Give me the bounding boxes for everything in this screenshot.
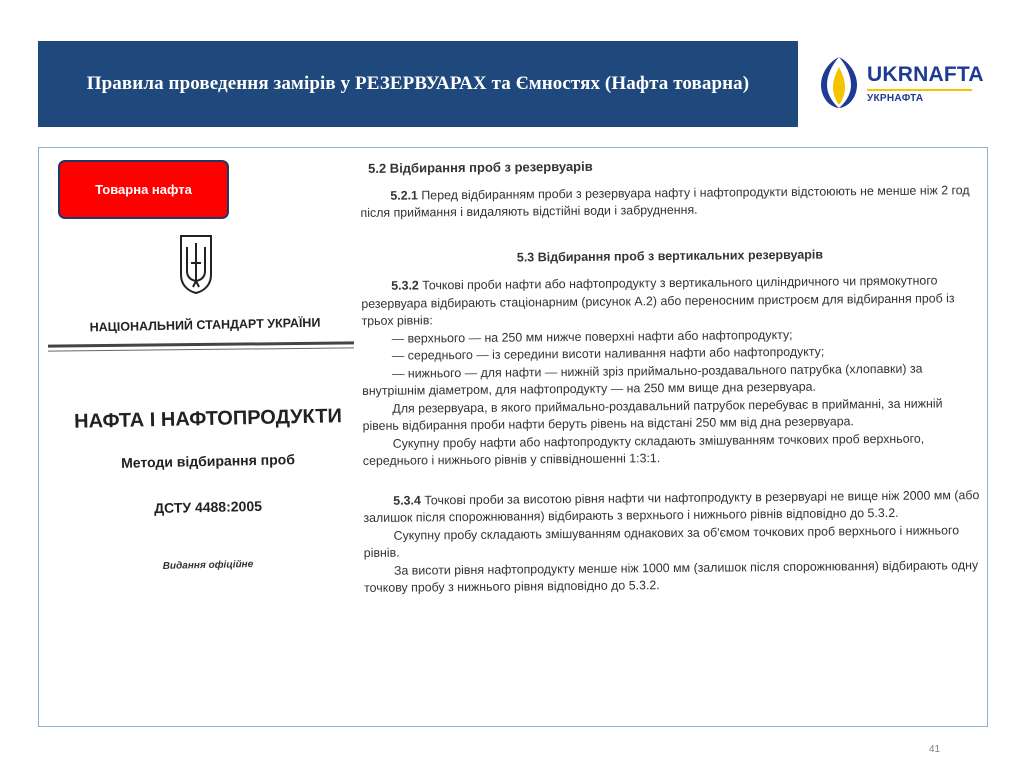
cover-divider	[48, 341, 354, 347]
logo-wordmark: UKRNAFTA	[867, 63, 984, 86]
clause-5-3-4	[363, 487, 981, 528]
standard-edition: Видання офіційне	[162, 559, 254, 572]
clause-5-3-2	[361, 272, 979, 330]
list-item: — верхнього — на 250 мм нижче поверхні нафти або нафтопродукту;	[391, 327, 793, 346]
standard-excerpt	[360, 154, 982, 597]
title-bar	[38, 41, 798, 127]
slide-number: 41	[929, 744, 941, 755]
section-5-3-heading: 5.3 Відбирання проб з вертикальних резервуарів	[516, 247, 824, 264]
standard-title: НАФТА І НАФТОПРОДУКТИ	[73, 405, 343, 433]
commodity-oil-badge: Товарна нафта	[58, 160, 229, 219]
clause-number: 5.3.4	[393, 492, 421, 508]
logo-subtitle: УКРНАФТА	[867, 93, 924, 104]
trident-icon	[178, 233, 214, 295]
ukrnafta-logo	[817, 55, 984, 110]
clause-number: 5.3.2	[391, 278, 419, 293]
slide-title: Правила проведення замірів у РЕЗЕРВУАРАХ та Ємностях (Нафта товарна)	[86, 73, 750, 94]
clause-text: Точкові проби нафти або нафтопродукту з вертикального циліндричного чи прямокутного резервуара відбирають стаціонарним (рисунок А.2) або переносним пристроєм для відбирання проб із трьох рівнів:	[361, 273, 955, 328]
national-standard-label: НАЦІОНАЛЬНИЙ СТАНДАРТ УКРАЇНИ	[89, 315, 321, 335]
clause-paragraph: За висоти рівня нафтопродукту менше ніж 1000 мм (залишок після спорожнювання) відбирають одну точкову пробу з нижнього рівня відповідно до 5.3.2.	[364, 557, 979, 595]
section-5-2-heading: 5.2 Відбирання проб з резервуарів	[368, 158, 593, 176]
clause-number: 5.2.1	[390, 187, 418, 203]
logo-underline	[867, 89, 972, 91]
clause-5-2-1	[360, 182, 978, 223]
clause-text: Точкові проби за висотою рівня нафти чи нафтопродукту в резервуарі не вище ніж 2000 мм (або залишок після спорожнювання) відбирають з верхнього і нижнього рівнів відповідно до 5.3.2.	[363, 487, 980, 525]
clause-paragraph: Сукупну пробу нафти або нафтопродукту складають змішуванням точкових проб верхнього, середнього і нижнього рівнів у співвідношенні 1:3:1.	[362, 431, 925, 468]
clause-paragraph: Сукупну пробу складають змішуванням однакових за об'ємом точкових проб верхнього і нижнього рівнів.	[363, 522, 960, 560]
list-item: — середнього — із середини висоти наливання нафти або нафтопродукту;	[391, 344, 825, 363]
list-item: — нижнього — для нафти — нижній зріз приймально-роздавального патрубка (хлопавки) за внутрішнім діаметром, для нафтопродукту — на 250 мм вище дна резервуара.	[362, 361, 923, 398]
clause-paragraph: Для резервуара, в якого приймально-роздавальний патрубок перебуває в прийманні, за нижній рівень відбирання проби нафти беруть рівень на відстані 250 мм від дна резервуара.	[362, 395, 943, 433]
standard-subtitle: Методи відбирання проб	[120, 451, 296, 471]
standard-code: ДСТУ 4488:2005	[153, 497, 263, 517]
cover-divider-thin	[48, 347, 354, 351]
ukrnafta-logo-icon	[817, 55, 861, 110]
clause-text: Перед відбиранням проби з резервуара нафту і нафтопродукти відстоюють не менше ніж 2 год після приймання і видаляють відстійні води і забруднення.	[360, 182, 970, 220]
standard-cover	[48, 225, 358, 585]
